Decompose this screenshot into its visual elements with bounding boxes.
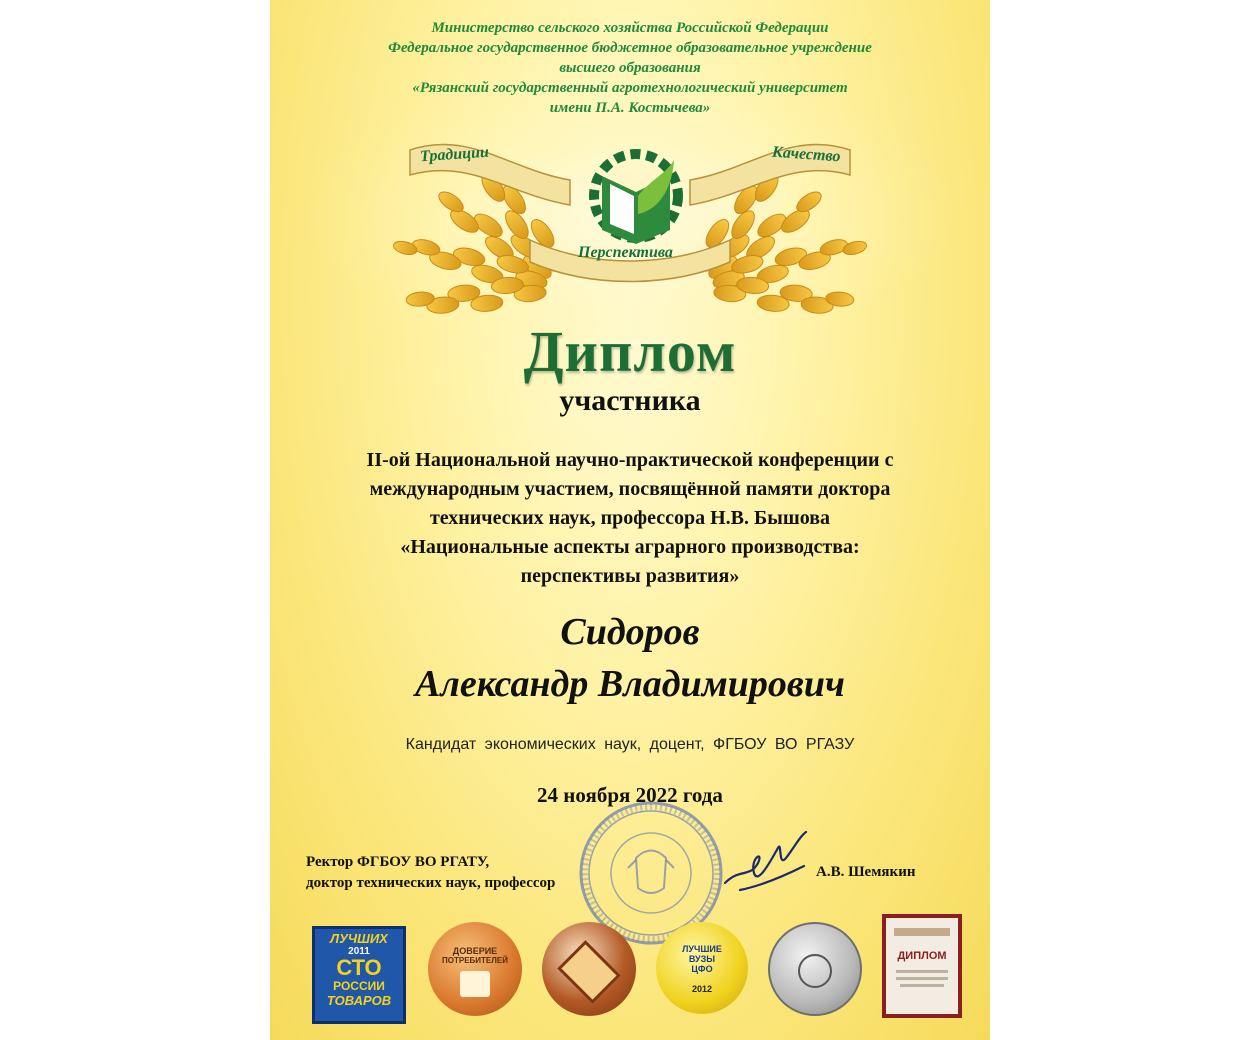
thumbnail-text-line [896,970,948,973]
diploma-subtitle: участника [559,384,701,417]
conference-line: международным участием, посвящённой памяти доктора [369,478,891,500]
conference-line: перспективы развития» [520,565,740,587]
badge-text: 2011 [348,946,370,957]
ribbon-bottom-text: Перспектива [578,244,673,261]
badge-text: 2012 [691,984,713,994]
signature-icon [720,828,810,898]
diploma-title: Диплом [523,319,737,384]
signatory-title-line: доктор технических наук, профессор [306,875,556,891]
badge-text: СТО [336,955,382,980]
badge-emblem-icon [798,954,832,988]
ribbon-right-text: Качество [771,143,841,166]
conference-line: «Национальные аспекты аграрного производства: [400,536,860,558]
header-line: Федеральное государственное бюджетное образовательное учреждение [388,40,872,56]
badge-text: РОССИИ [333,979,385,993]
badge-text: ДОВЕРИЕ [452,946,498,956]
signatory-name: А.В. Шемякин [816,864,916,880]
header-line: имени П.А. Костычева» [549,100,711,116]
badge-emblem-icon [460,971,490,997]
signatory-title-line: Ректор ФГБОУ ВО РГАТУ, [306,854,490,870]
badge-text: ПОТРЕБИТЕЛЕЙ [442,956,508,965]
recipient-name [270,606,990,710]
thumbnail-header-line [894,928,950,936]
award-badge-golden-medal [542,922,636,1016]
award-badge-consumer-trust [428,922,522,1016]
badge-emblem-icon [557,940,621,1004]
diploma-certificate [270,0,990,1040]
header-line: высшего образования [559,60,701,76]
thumbnail-text-line [896,977,948,980]
conference-line: технических наук, профессора Н.В. Бышова [429,507,831,529]
ministry-header [270,18,990,118]
recipient-given-names: Александр Владимирович [415,663,845,705]
award-badge-silver-medal [768,922,862,1016]
badge-text: ВУЗЫ [688,954,716,964]
conference-description [290,446,970,591]
university-emblem-icon [594,154,678,244]
recipient-surname: Сидоров [560,611,700,653]
header-line: Министерство сельского хозяйства Российской Федерации [431,20,829,36]
diploma-date: 24 ноября 2022 года [537,783,723,807]
header-line: «Рязанский государственный агротехнологический университет [412,80,848,96]
badge-text: ТОВАРОВ [326,993,392,1008]
thumbnail-text-line [900,984,944,987]
award-badge-100-best-goods [312,926,406,1024]
award-diploma-thumbnail [882,914,962,1018]
signatory-title [306,852,555,894]
badge-text: ЛУЧШИХ [330,931,388,946]
ribbon-left-text: Традиции [419,143,490,166]
badge-text: ДИПЛОМ [897,950,947,962]
conference-line: II-ой Национальной научно-практической конференции с [366,449,894,471]
award-badge-best-universities [656,922,748,1014]
badge-text: ЛУЧШИЕ [682,944,722,954]
recipient-role: Кандидат экономических наук, доцент, ФГБОУ ВО РГАЗУ [405,736,855,753]
badge-text: ЦФО [691,964,713,974]
